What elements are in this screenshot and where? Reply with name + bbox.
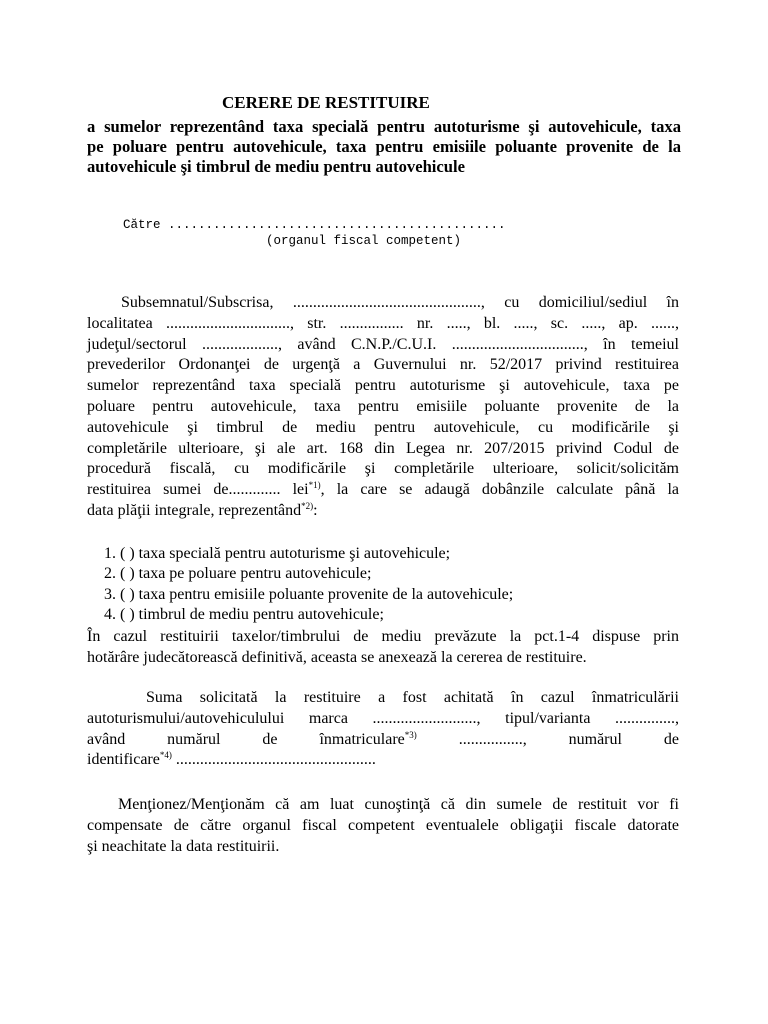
paragraph-text: având numărul de înmatriculare [87,730,405,748]
paragraph-text: ................, numărul de [416,730,679,748]
paragraph-line: judeţul/sectorul ..................., având C.N.P./C.U.I. ................................., în temeiul [87,335,679,353]
paragraph-line: Subsemnatul/Subscrisa, ..............................................., cu domiciliul/sediul în [121,294,679,311]
footnote-ref: *1) [308,480,321,491]
tax-type-list [104,544,513,626]
paragraph-text: data plăţii integrale, reprezentând [87,501,302,519]
paragraph-line: completările ulterioare, şi ale art. 168 din Legea nr. 207/2015 privind Codul de [87,439,679,457]
paragraph-line: autovehicule şi timbrul de mediu pentru autovehicule, cu modificările şi [87,418,679,436]
document-subtitle [87,117,681,177]
paragraph-vehicle [87,688,679,771]
paragraph-line [87,750,679,771]
paragraph-line: Menţionez/Menţionăm că am luat cunoştinţă că din sumele de restituit vor fi [118,796,679,813]
paragraph-line: prevederilor Ordonanţei de urgenţă a Guvernului nr. 52/2017 privind restituirea [87,356,679,374]
paragraph-text: .................................................. [171,751,376,769]
list-item: 4. ( ) timbrul de mediu pentru autovehicule; [104,606,384,624]
paragraph-applicant [87,293,679,522]
paragraph-line [87,501,679,522]
paragraph-line: localitatea ..............................., str. ................ nr. ....., bl. ....., sc. ....., ap. ......, [87,314,679,332]
subtitle-line: autovehicule şi timbrul de mediu pentru autovehicule [87,157,465,176]
paragraph-text: restituirea sumei de............. lei [87,481,309,499]
paragraph-line: sumelor reprezentând taxa specială pentru autoturisme şi autovehicule, taxa pe [87,377,679,395]
paragraph-line: şi neachitate la data restituirii. [87,837,280,855]
list-item: 1. ( ) taxa specială pentru autoturisme şi autovehicule; [104,545,451,562]
paragraph-line: hotărâre judecătorească definitivă, aceasta se anexează la cererea de restituire. [87,648,587,666]
subtitle-line: a sumelor reprezentând taxa specială pentru autoturisme şi autovehicule, taxa [87,117,681,136]
paragraph-compensation [87,795,679,857]
document-title: CERERE DE RESTITUIRE [222,93,430,112]
paragraph-line: Suma solicitată la restituire a fost achitată în cazul înmatriculării [146,689,679,706]
paragraph-line: autoturismului/autovehiculului marca .........................., tipul/varianta ..............., [87,709,679,727]
paragraph-line: poluare pentru autovehicule, taxa pentru emisiile poluante provenite de la [87,397,679,415]
paragraph-line [87,730,679,751]
footnote-ref: *2) [301,500,314,511]
paragraph-line: procedură fiscală, cu modificările şi completările ulterioare, solicit/solicităm [87,460,679,478]
paragraph-text: : [313,501,318,519]
paragraph-court-decision [87,627,679,669]
addressee-note: (organul fiscal competent) [266,234,462,248]
subtitle-line: pe poluare pentru autovehicule, taxa pentru emisiile poluante provenite de la [87,137,681,156]
list-item: 3. ( ) taxa pentru emisiile poluante provenite de la autovehicule; [104,585,514,603]
paragraph-text: , la care se adaugă dobânzile calculate până la [320,481,680,499]
footnote-ref: *3) [404,729,417,740]
paragraph-line: compensate de către organul fiscal competent eventualele obligaţii fiscale datorate [87,816,679,834]
addressee-line: Către ............................................. [123,218,506,232]
paragraph-line [87,480,679,501]
paragraph-text: identificare [87,751,160,769]
paragraph-line: În cazul restituirii taxelor/timbrului de mediu prevăzute la pct.1-4 dispuse prin [87,628,679,645]
list-item: 2. ( ) taxa pe poluare pentru autovehicule; [104,565,372,583]
footnote-ref: *4) [159,750,172,761]
